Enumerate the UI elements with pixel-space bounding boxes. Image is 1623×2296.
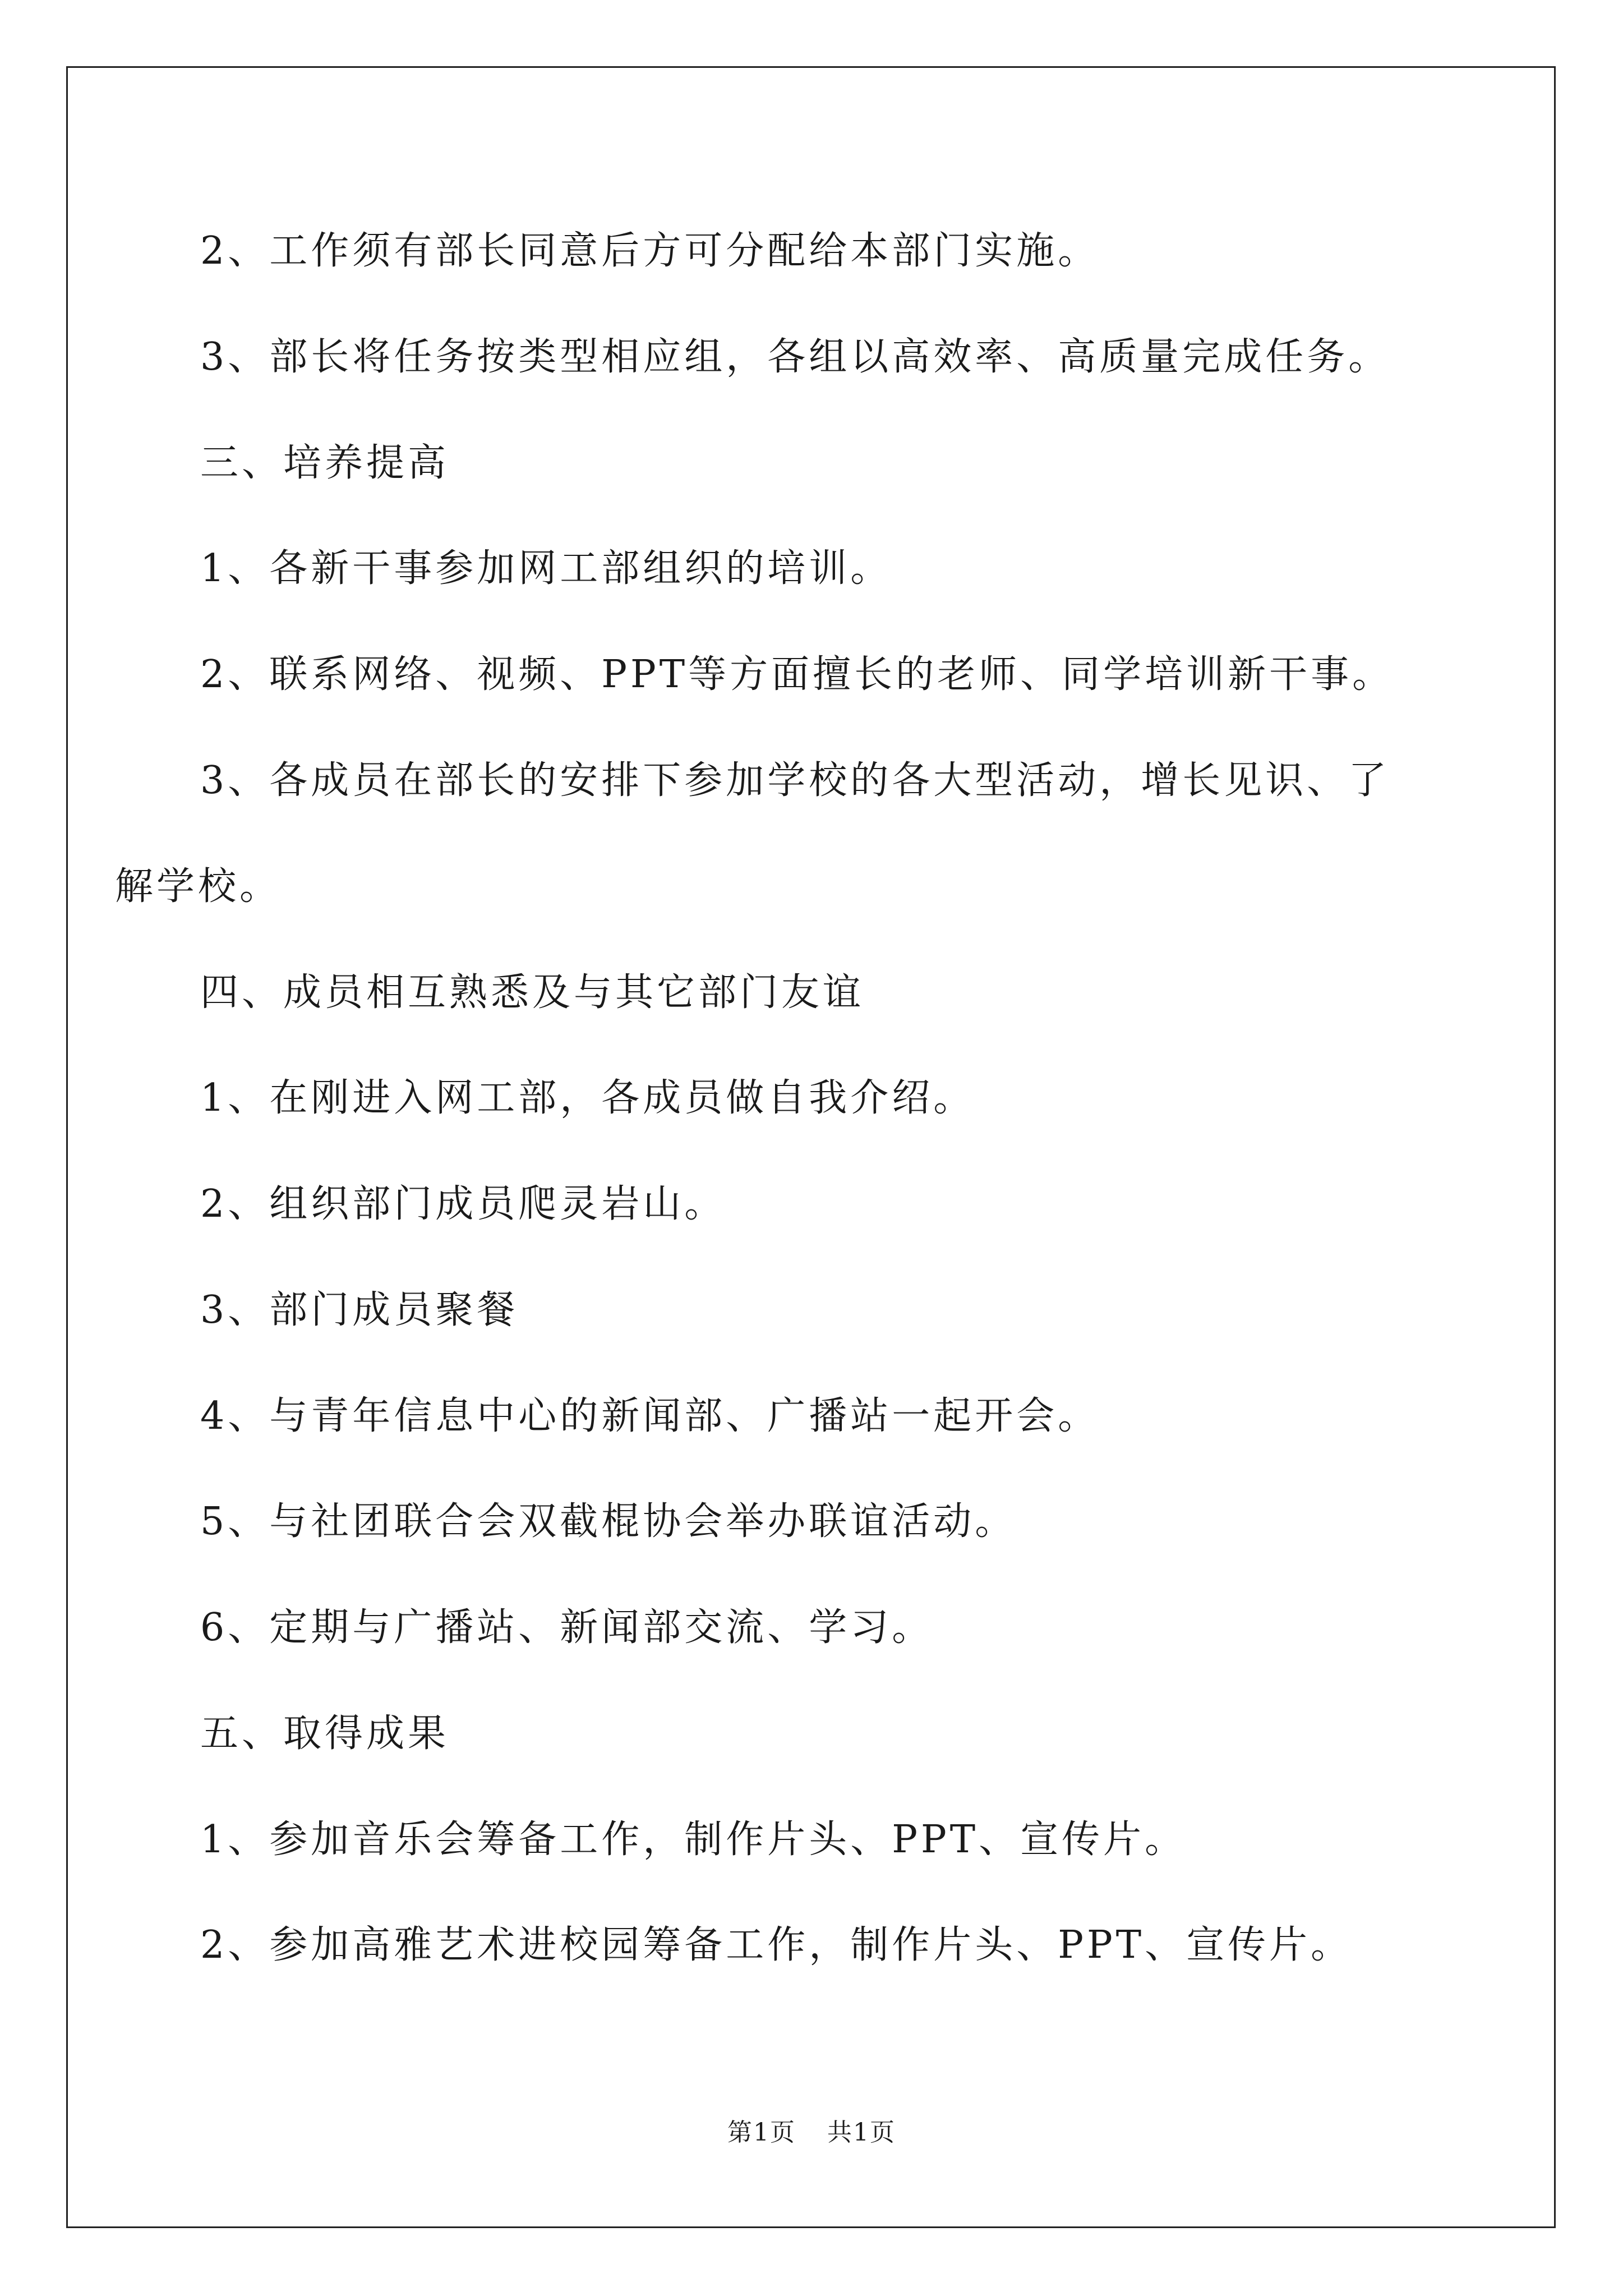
section-heading: 三、培养提高 — [200, 441, 450, 485]
text-line: 2、工作须有部长同意后方可分配给本部门实施。 — [200, 229, 1100, 273]
page-number-current: 第1页 — [727, 2118, 796, 2147]
page-number-total: 共1页 — [827, 2118, 896, 2147]
text-line: 5、与社团联合会双截棍协会举办联谊活动。 — [200, 1499, 1017, 1544]
text-line: 3、部长将任务按类型相应组，各组以高效率、高质量完成任务。 — [200, 335, 1390, 379]
section-heading: 五、取得成果 — [200, 1711, 450, 1756]
text-line: 1、参加音乐会筹备工作，制作片头、PPT、宣传片。 — [200, 1818, 1187, 1862]
text-line-continuation: 解学校。 — [115, 864, 282, 909]
text-line: 2、组织部门成员爬灵岩山。 — [200, 1182, 726, 1226]
text-line: 6、定期与广播站、新闻部交流、学习。 — [200, 1605, 934, 1650]
text-line: 1、在刚进入网工部，各成员做自我介绍。 — [200, 1076, 975, 1120]
text-line: 3、各成员在部长的安排下参加学校的各大型活动，增长见识、了 — [200, 758, 1390, 803]
text-line: 1、各新干事参加网工部组织的培训。 — [200, 546, 892, 591]
text-line: 3、部门成员聚餐 — [200, 1288, 519, 1332]
page-footer — [0, 2116, 1623, 2150]
section-heading: 四、成员相互熟悉及与其它部门友谊 — [200, 970, 865, 1015]
text-line: 4、与青年信息中心的新闻部、广播站一起开会。 — [200, 1394, 1100, 1438]
page-frame — [66, 66, 1556, 2228]
text-line: 2、参加高雅艺术进校园筹备工作，制作片头、PPT、宣传片。 — [200, 1923, 1353, 1967]
text-line: 2、联系网络、视频、PPT等方面擅长的老师、同学培训新干事。 — [200, 652, 1394, 697]
